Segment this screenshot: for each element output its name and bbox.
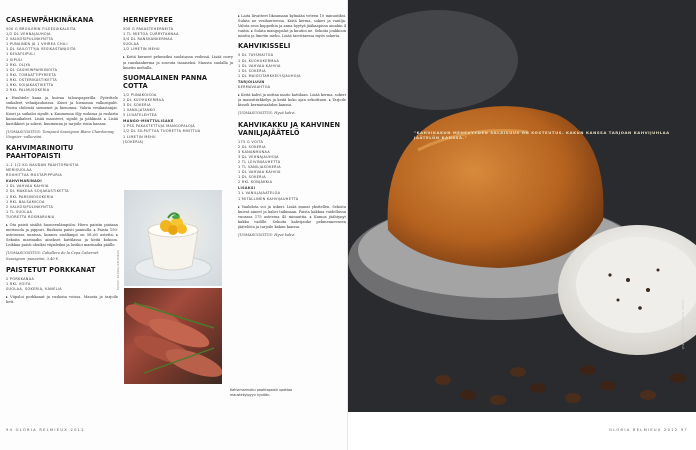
ingredient-item: 1 VANILJATANKO [123, 108, 156, 113]
ingredient-item: 1 RKL SOIJAKASTIKETTA [6, 83, 54, 88]
ingredient-item: 3/4 DL RANSKANKERMAA [123, 37, 173, 42]
ingredient-item: 1 SIPULI [6, 57, 23, 62]
ingredient-item: LISÄKSI [238, 186, 256, 191]
ingredient-item: 1 DL SOKERIA [238, 175, 266, 180]
ingredient-item: 1 TL VANILJASOKERIA [238, 164, 281, 169]
ingredient-item: 1/2 LIMETIN MEHU [123, 47, 160, 52]
ingredient-item: 500 G BROILERIN FILEESUIKALEITA [6, 27, 76, 31]
ingredient-item: 2 RKL PALMUSOKERIA [6, 88, 50, 93]
ingredient-item: 1/2 DL VEHNÄJAUHOJA [6, 32, 51, 37]
roast-beef-photo [124, 288, 222, 384]
coffee-cake-illustration [348, 0, 696, 412]
ingredient-item: KERMAVAAHTOA [238, 85, 271, 90]
ingredient-list [123, 93, 233, 145]
ingredient-item: 5 DL TÄYSMAITOA [238, 53, 274, 58]
photo-quote: "KAHVIKAKUN MEHEVYYDEN SALAISUUS ON KOSTEUTUS. KAKUN KANSSA TARJOAN KAHVIJUHLAA JÄÄTELÖN KANSSA." [414, 130, 670, 141]
ingredient-item: 1 RKL PARSINOSOKERIA [6, 194, 54, 199]
ingredient-item: 2 DL KUOHUKERMAA [123, 97, 165, 102]
recipe-title-pea-puree: HERNEPYREE [123, 16, 173, 24]
ingredient-item: 1 KEVÄTSIPULI [6, 52, 35, 57]
ingredient-item: 1 PUNAINEN JA 1 VIHREÄ CHILI [6, 42, 68, 47]
drink-recommendation: JUOMASUOSITUS: Torapacá Sauvignon Blanc Chardonnay Viognier -valkoviini. [6, 129, 115, 139]
ingredient-item: 500 G PAKASTEHERNEITÄ [123, 27, 174, 31]
recipe-instructions: ▸ Keitä kahvi ja mittaa maito kattilaan. Lisää kerma, sokeri ja maissitärkkelys ja keitä koko ajan sekoittaen. ▸ Tarjoile kisseli kermavaahdon kanssa. [238, 93, 346, 108]
ingredient-item: 1 RKL TOMAATTIPYREETÄ [6, 72, 57, 77]
ingredient-item: TUORETTA ROSMARIINIA [6, 214, 55, 219]
ingredient-item: 1/2 PUNAKOISOA [123, 92, 157, 97]
roast-beef-caption: Kahvimarinoitu paahtopaisti upottaa maustekylpyyn hyvään. [230, 388, 293, 397]
ingredient-item: 1 TL SUOLAA [6, 209, 33, 214]
column-1 [6, 14, 118, 308]
ingredient-item: 1 TL MIETOA CURRYTAHNAA [123, 32, 179, 37]
drink-recommendation: JUOMASUOSITUS: Hyvä kahvi. [238, 111, 296, 116]
ingredient-item: 2 VALKOSIPULINKYNTTÄ [6, 204, 54, 209]
ingredient-item: 2 DL MAKEAA SOIJAKASTIKETTA [6, 189, 69, 194]
ingredient-item: 1 RKL OSTERIKASTIKETTA [6, 77, 58, 82]
roast-beef-illustration [124, 288, 222, 384]
ingredient-item: 1 RKL BALSAMICOA [6, 199, 45, 204]
recipe-title-carrots: PAISTETUT PORKKANAT [6, 265, 96, 274]
recipe-title-coffee-roast: KAHVIMARINOITU PAAHTOPAISTI [6, 143, 74, 160]
ingredient-item: 3 DL SOKERIA [123, 102, 151, 107]
drink-recommendation: JUOMASUOSITUS: Hyvä kahvi. [238, 233, 296, 238]
recipe-instructions: ▸ Viipaloi porkkanat ja ruskista voissa. Mausta ja tarjoile heti. [6, 294, 118, 305]
ingredient-item: MANGO-MINTTULISÄKE [123, 119, 174, 124]
ingredient-list [6, 277, 118, 292]
ingredient-item: 2 PORKKANAA [6, 276, 35, 281]
drink-recommendation: JUOMASUOSITUS: Caballero de la Cepa Cabernet Sauvignon -punaviini, 3,40 €. [6, 251, 99, 261]
ingredient-item: 175 G VOITA [238, 139, 264, 144]
ingredient-item: 2 RKL KONJAKKIA [238, 180, 273, 185]
ingredient-list [6, 27, 118, 93]
ingredient-item: 2 RKL ÖLJYÄ [6, 62, 31, 67]
ingredient-item: 1 RKL VOITA [6, 281, 31, 286]
ingredient-list [6, 163, 118, 220]
ingredient-item: 1 PSS PAKASTETTUJA MANGOPALOJA [123, 124, 195, 129]
ingredient-item: 2 DL SOKERIA [238, 144, 266, 149]
recipe-instructions: ▸ Ota paisti sisältä huoneenlämpöön. Hiero paistin pintaan merisuola ja pippuri. Ruskista paisti pannulla. ▸ Paista 150-asteisessa uunissa, kunnes sisälämpö on 58–60 astetta. ▸ Sekoita marinadin ainekset kattilassa ja keitä kokoon. Leikkaa paisti ohuiksi viipaleiksi ja lusikoi marinadia päälle. [6, 223, 118, 248]
ingredient-list [238, 53, 346, 90]
column-2 [123, 14, 233, 148]
ingredient-item: 2 TL LEIVINJAUHETTA [238, 159, 281, 164]
ingredient-item: MERISUOLAA [6, 168, 32, 173]
ingredient-item: 5 LIIVATELEHTEÄ [123, 113, 157, 118]
ingredient-item: 3 DL VEHNÄJAUHOJA [238, 154, 279, 159]
recipe-instructions: ▸ Laita liivatteet likoamaan kylmään veteen 10 minuutiksi. Sulata ne vesihauteessa. Keitä kerma, sokeri ja vanilja. Valuta seos kuppeihin ja anna hyytyä jääkaapissa ainakin 4 tuntia. ▸ Sulata mangopalat ja kuutioi ne. Sekoita joukkoon minttu ja limetin mehu. Lisää tarvittaessa myös sokeria. [238, 14, 346, 39]
recipe-title-coffee-kisseli: KAHVIKISSELI [238, 42, 291, 51]
footer-right: GLORIA RELMIEUX 2012 97 [609, 428, 688, 432]
ingredient-item: 2 VALKOSIPULINKYNTTÄ [6, 37, 54, 42]
recipe-instructions: ▸ Keitä herneet pehmeiksi suolatussa vedessä. Lisää curry ja ranskankerma ja soseuta tasaiseksi. Mausta suolalla ja limetin mehulla. [123, 55, 233, 70]
ingredient-item: 1 LIMETIN MEHU [123, 134, 156, 139]
ingredient-item: 1 DL SÄILÖTTYJÄ VESIKASTANJOITA [6, 47, 76, 52]
recipe-title-coffee-cake: KAHVIKAKKU JA KAHVINEN VANILJAJÄÄTELÖ [238, 120, 341, 137]
right-page [348, 0, 696, 450]
ingredient-item: 1–1 1/2 KG NAUDAN PAAHTOPAISTIA [6, 162, 79, 167]
column-3 [238, 14, 346, 242]
recipe-title-panna-cotta: SUOMALAINEN PANNA COTTA [123, 73, 208, 90]
photo-credit-right: KUVAT: KAHVIKAKKU JA JÄÄTELÖ [681, 300, 684, 350]
ingredient-item: KAHVIMARINADI [6, 179, 42, 184]
ingredient-item: ROUHITTUA MUSTAPIPPURIA [6, 173, 63, 178]
ingredient-item: (SOKERIA) [123, 139, 144, 144]
ingredient-item: 1 DL KUOHUKERMAA [238, 58, 280, 63]
ingredient-item: 1 DL VAHVAA KAHVIA [6, 184, 49, 189]
ingredient-item: TARJOILUUN [238, 79, 265, 84]
recipe-title-cashew-chicken: CASHEWPÄHKINÄKANA [6, 16, 94, 24]
ingredient-item: 1 DL SOKERIA [238, 68, 266, 73]
photo-credit: KUVAT: GLORIA RELMIEUX [117, 249, 120, 290]
ingredient-item: 1 DL CASHEWPÄHKINÖITÄ [6, 67, 58, 72]
ingredient-item: 1/2 DL SILPUTTUA TUORETTA MINTTUA [123, 129, 201, 134]
ingredient-list [123, 27, 233, 52]
recipe-instructions: ▸ Vaahdota voi ja sokeri. Lisää munat yksitellen. Sekoita kuivat aineet ja kahvi taikinaan. Paista kakkua voidellussa vuoassa 175 asteessa 45 minuuttia. ▸ Kumoa jäähtynyt kakku vadille. Sekoita kahvijauhe pehmenneeseen jäätelöön ja tarjoile kakun kanssa. [238, 204, 346, 229]
ingredient-item: 1 DL VAHVAA KAHVIA [238, 63, 281, 68]
ingredient-item: 1 L VANILJAJÄÄTELÖÄ [238, 191, 281, 196]
ingredient-item: SUOLAA, SOKERIA, KANELIA [6, 286, 62, 291]
ingredient-list [238, 140, 346, 202]
recipe-instructions: ▸ Huuhtele kana ja kuivaa talouspaperilla. Pyörittele suikaleet vehnäjauhoissa. Kuori ja hienonna valkosipulit. Poista chileistä siemenet ja hienonna. Valuta vesikastanjat. Kuori ja suikaloi sipulit. ▸ Kuumenna öljy wokissa ja ruskista kanasuikaleet. Lisää mausteet, sipulit ja pähkinät. ▸ Lisää kastikkeet ja sokeri, kuumenna ja tarjoile riisin kanssa. [6, 96, 118, 126]
panna-cotta-photo [124, 190, 222, 286]
ingredient-item: 1 DL VAHVAA KAHVIA [238, 170, 281, 175]
ingredient-item: 3 KANANMUNAA [238, 149, 270, 154]
footer-left: 94 GLORIA RELMIEUX 2012 [6, 428, 85, 432]
ingredient-item: SUOLAA [123, 42, 140, 47]
panna-cotta-illustration [124, 190, 222, 286]
ingredient-item: 1 MITALLINEN KAHVIJAUHETTA [238, 196, 299, 201]
ingredient-item: 1 DL MAISSITÄRKKELYSJAUHOJA [238, 73, 301, 78]
coffee-cake-photo [348, 0, 696, 412]
